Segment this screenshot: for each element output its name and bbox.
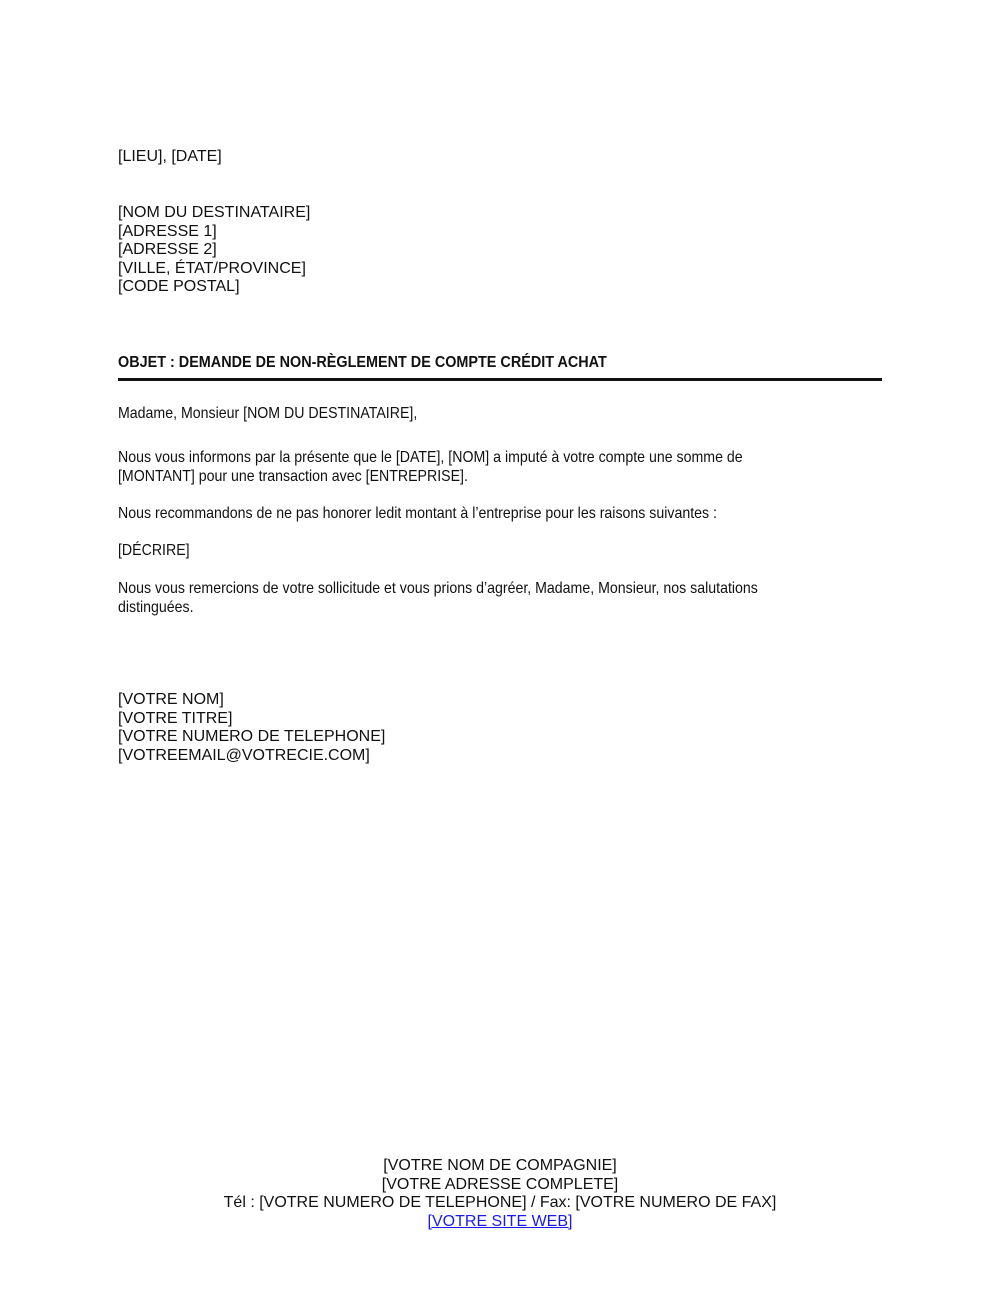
- footer-company: [VOTRE NOM DE COMPAGNIE]: [383, 1157, 617, 1174]
- salutation: [118, 404, 456, 423]
- recipient-name: [NOM DU DESTINATAIRE]: [118, 204, 311, 221]
- paragraph-1-line-2: [MONTANT] pour une transaction avec [ENTREPRISE].: [118, 468, 468, 485]
- subject-divider: [118, 378, 882, 381]
- paragraph-3: [118, 541, 199, 560]
- recipient-postal-code: [CODE POSTAL]: [118, 278, 240, 296]
- recipient-city-state: [VILLE, ÉTAT/PROVINCE]: [118, 259, 306, 277]
- letter-footer: [0, 1157, 1000, 1231]
- signature-block: [118, 691, 385, 765]
- recipient-address-1: [ADRESSE 1]: [118, 222, 217, 240]
- subject-heading: OBJET : DEMANDE DE NON-RÈGLEMENT DE COMPTE CRÉDIT ACHAT: [118, 354, 607, 371]
- paragraph-3-text: [DÉCRIRE]: [118, 542, 190, 559]
- footer-address: [VOTRE ADRESSE COMPLETE]: [381, 1175, 619, 1193]
- sender-phone: [VOTRE NUMERO DE TELEPHONE]: [118, 728, 386, 746]
- paragraph-2: [118, 504, 795, 523]
- closing-paragraph: [118, 579, 841, 617]
- place-date: [LIEU], [DATE]: [118, 148, 222, 165]
- sender-email: [VOTREEMAIL@VOTRECIE.COM]: [118, 746, 370, 764]
- recipient-address: [118, 204, 310, 297]
- sender-name: [VOTRE NOM]: [118, 691, 224, 708]
- paragraph-1-line-1: Nous vous informons par la présente que le [DATE], [NOM] a imputé à votre compte une somme de: [118, 449, 743, 466]
- footer-contact: Tél : [VOTRE NUMERO DE TELEPHONE] / Fax: [VOTRE NUMERO DE FAX]: [223, 1194, 777, 1212]
- paragraph-1: [118, 448, 824, 486]
- paragraph-2-text: Nous recommandons de ne pas honorer ledit montant à l’entreprise pour les raisons suivantes :: [118, 505, 717, 522]
- salutation-text: Madame, Monsieur [NOM DU DESTINATAIRE],: [118, 405, 418, 422]
- closing-line-2: distinguées.: [118, 599, 194, 616]
- footer-website-link[interactable]: [VOTRE SITE WEB]: [427, 1212, 573, 1230]
- closing-line-1: Nous vous remercions de votre sollicitude et vous prions d’agréer, Madame, Monsieur, nos salutations: [118, 580, 758, 597]
- recipient-address-2: [ADRESSE 2]: [118, 241, 217, 259]
- sender-title: [VOTRE TITRE]: [118, 709, 233, 727]
